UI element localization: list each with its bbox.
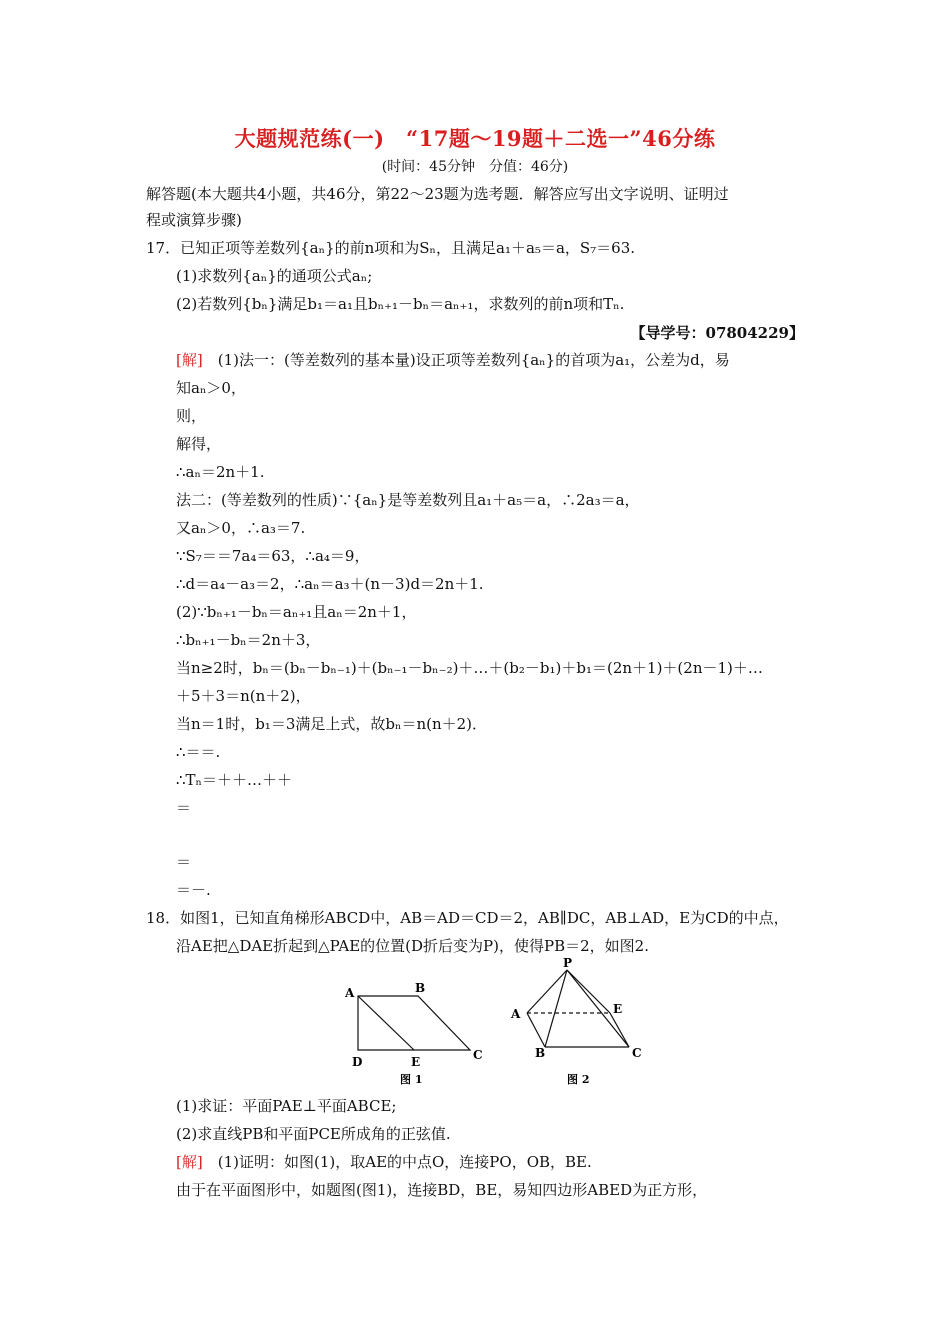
trapezoid-abcd xyxy=(358,996,470,1050)
figure-1-caption: 图 1 xyxy=(400,1073,423,1086)
solution-tag: [解] xyxy=(176,351,203,369)
label-b: B xyxy=(535,1046,546,1060)
q17-sol-line: ∴aₙ＝2n＋1. xyxy=(176,463,265,481)
solution-text: (1)证明：如图(1)，取AE的中点O，连接PO，OB，BE. xyxy=(217,1153,592,1171)
label-e: E xyxy=(613,1002,623,1016)
label-a: A xyxy=(511,1007,521,1021)
label-d: D xyxy=(352,1055,363,1069)
label-e: E xyxy=(411,1055,421,1069)
figure-1-trapezoid xyxy=(340,980,500,1090)
edge-pe xyxy=(567,970,610,1013)
q17-sol-line: 法二：(等差数列的性质)∵{aₙ}是等差数列且a₁＋a₅＝a，∴2a₃＝a， xyxy=(176,491,640,509)
page-title: 大题规范练(一) “17题～19题＋二选一”46分练 xyxy=(234,126,716,151)
q17-sol-line: ∴bₙ₊₁－bₙ＝2n＋3， xyxy=(176,631,321,649)
label-a: A xyxy=(345,986,355,1000)
label-c: C xyxy=(632,1046,642,1060)
q17-sol-line: ∴Tₙ＝＋＋…＋＋ xyxy=(176,771,293,789)
edge-ce xyxy=(610,1013,629,1047)
q17-sol-line: ＝ xyxy=(176,853,192,871)
q17-sol-line: 解得， xyxy=(176,435,222,453)
q17-sol-line: ∴＝＝. xyxy=(176,743,221,761)
solution-tag: [解] xyxy=(176,1153,203,1171)
q17-stem: 17．已知正项等差数列{aₙ}的前n项和为Sₙ，且满足a₁＋a₅＝a，S₇＝63. xyxy=(146,239,636,257)
q17-solution-line xyxy=(176,350,730,370)
q17-sol-line: ∴d＝a₄－a₃＝2，∴aₙ＝a₃＋(n－3)d＝2n＋1. xyxy=(176,575,484,593)
q18-part-2: (2)求直线PB和平面PCE所成角的正弦值. xyxy=(176,1125,451,1143)
q17-sol-line: 当n≥2时，bₙ＝(bₙ－bₙ₋₁)＋(bₙ₋₁－bₙ₋₂)＋…＋(b₂－b₁)＋b₁＝(2n＋1)＋(2n－1)＋… xyxy=(176,659,763,677)
q17-sol-line: 当n＝1时，b₁＝3满足上式，故bₙ＝n(n＋2)． xyxy=(176,715,488,733)
q17-part-1: (1)求数列{aₙ}的通项公式aₙ; xyxy=(176,267,373,285)
q18-stem-1: 18．如图1，已知直角梯形ABCD中，AB＝AD＝CD＝2，AB∥DC，AB⊥AD，E为CD的中点， xyxy=(146,909,789,927)
q17-sol-line: 知aₙ＞0， xyxy=(176,379,246,397)
q17-sol-line: ＋5＋3＝n(n＋2)， xyxy=(176,687,311,705)
q18-stem-2: 沿AE把△DAE折起到△PAE的位置(D折后变为P)，使得PB＝2，如图2. xyxy=(176,937,649,955)
q17-sol-line: ＝ xyxy=(176,799,192,817)
segment-ae xyxy=(358,996,414,1050)
q17-sol-line: ∵S₇＝＝7a₄＝63，∴a₄＝9， xyxy=(176,547,370,565)
edge-ab xyxy=(527,1013,545,1047)
subtitle: (时间：45分钟 分值：46分) xyxy=(381,159,569,175)
figure-2-caption: 图 2 xyxy=(567,1073,590,1086)
q17-sol-line: 又aₙ＞0，∴a₃＝7. xyxy=(176,519,306,537)
q17-part-2: (2)若数列{bₙ}满足b₁＝a₁且bₙ₊₁－bₙ＝aₙ₊₁，求数列的前n项和Tₙ. xyxy=(176,295,625,313)
label-p: P xyxy=(563,956,573,970)
q17-sol-line: 则， xyxy=(176,407,207,425)
q17-sol-line: (2)∵bₙ₊₁－bₙ＝aₙ₊₁且aₙ＝2n＋1， xyxy=(176,603,417,621)
label-b: B xyxy=(415,981,426,995)
q18-sol-line: 由于在平面图形中，如题图(图1)，连接BD，BE，易知四边形ABED为正方形， xyxy=(176,1181,708,1199)
intro-line-2: 程或演算步骤) xyxy=(146,211,242,229)
label-c: C xyxy=(473,1048,483,1062)
q18-solution-line xyxy=(176,1152,592,1172)
solution-text: (1)法一：(等差数列的基本量)设正项等差数列{aₙ}的首项为a₁，公差为d，易 xyxy=(217,351,730,369)
guide-number: 【导学号：07804229】 xyxy=(630,324,804,342)
intro-line-1: 解答题(本大题共4小题，共46分，第22～23题为选考题．解答应写出文字说明、证明过 xyxy=(146,185,729,203)
figure-2-pyramid xyxy=(505,955,655,1090)
q17-sol-line: ＝－. xyxy=(176,881,211,899)
q18-part-1: (1)求证：平面PAE⊥平面ABCE; xyxy=(176,1097,397,1115)
